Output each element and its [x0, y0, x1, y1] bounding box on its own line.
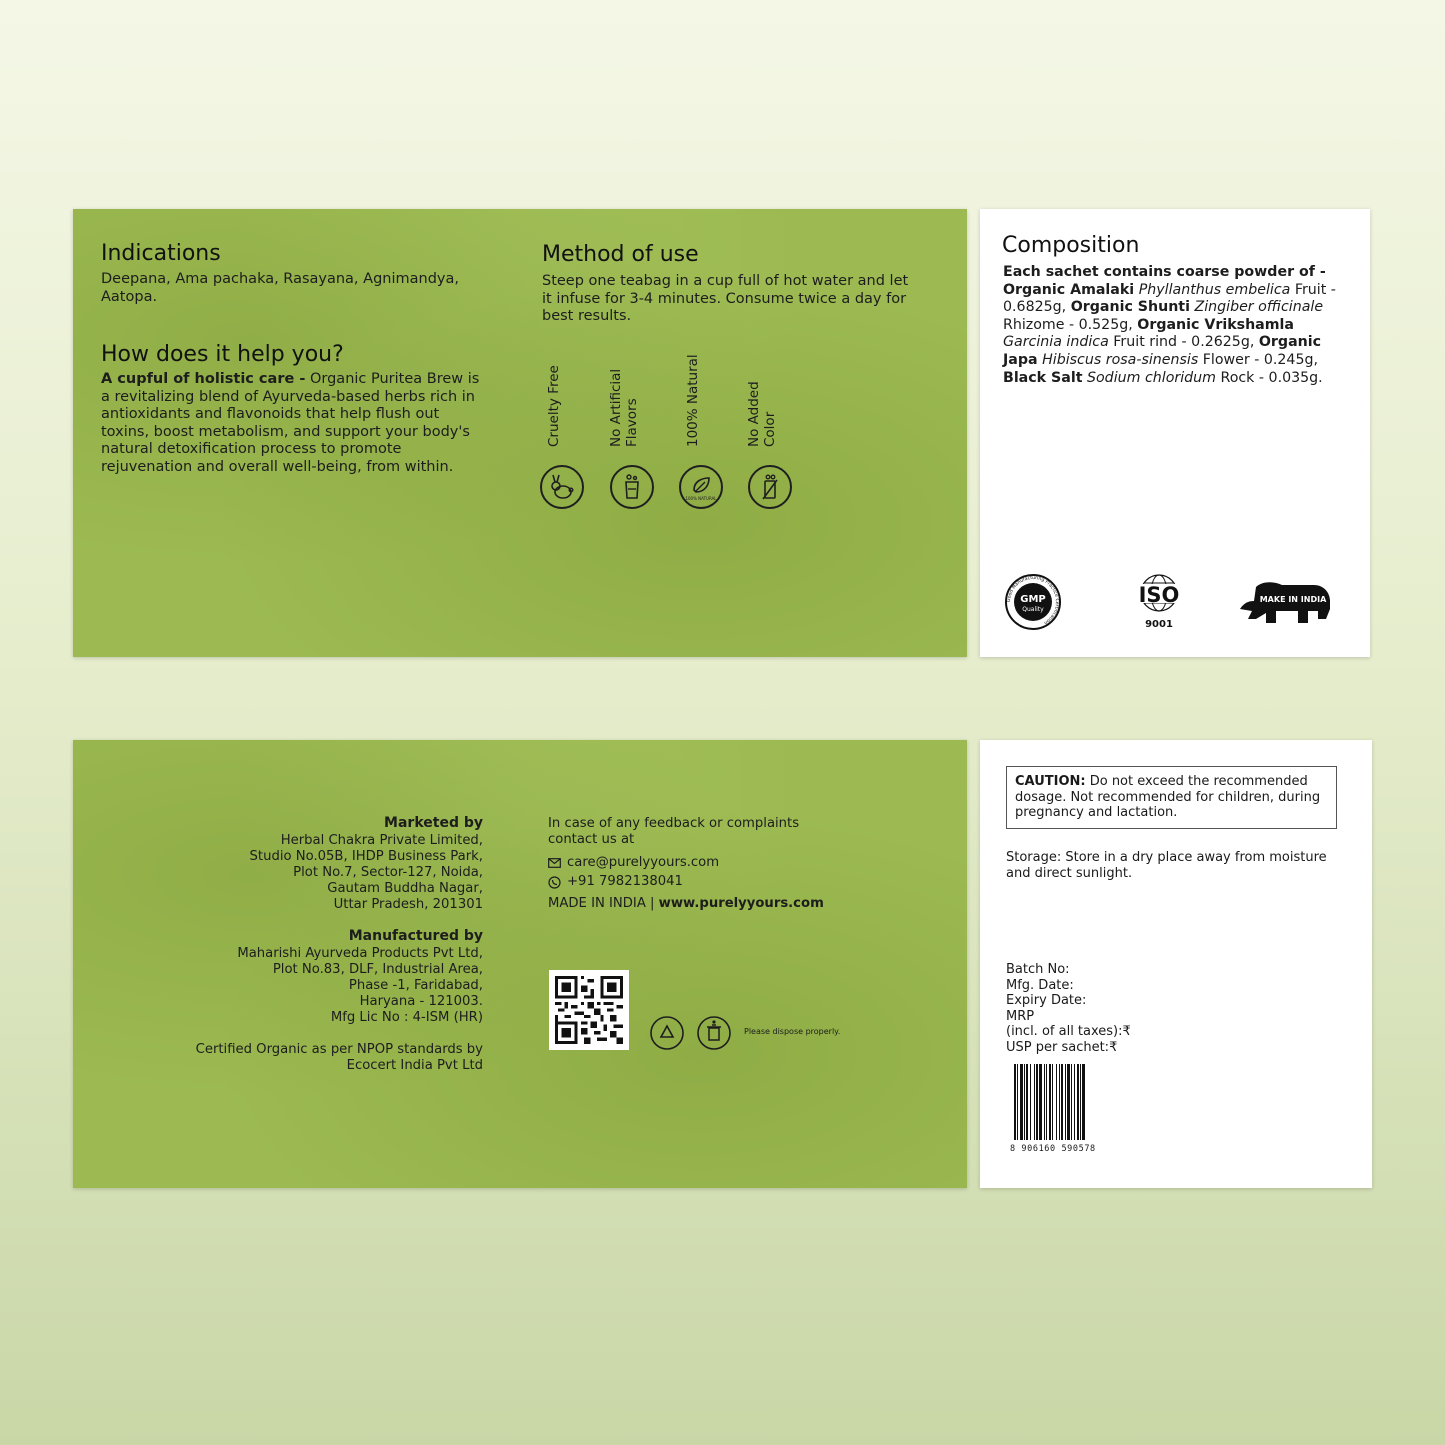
ingredient-latin: Hibiscus rosa-sinensis	[1042, 351, 1199, 368]
batch-field: Expiry Date:	[1006, 993, 1087, 1008]
ingredient-part: Flower - 0.245g,	[1202, 351, 1318, 368]
barcode-bar	[1061, 1064, 1063, 1140]
rabbit-icon	[540, 465, 584, 509]
phone-row	[548, 874, 868, 890]
ingredient-part: Fruit rind - 0.2625g,	[1113, 334, 1255, 351]
manufactured-line: Maharishi Ayurveda Products Pvt Ltd,	[237, 945, 483, 961]
caution-text: Do not exceed the recommended dosage. Not recommended for children, during pregnancy and lactation.	[1015, 774, 1321, 820]
iso-number: 9001	[1145, 619, 1173, 630]
composition-title: Composition	[1002, 233, 1140, 258]
ingredient-name: Organic Amalaki	[1003, 281, 1135, 298]
marketed-by-block	[163, 815, 483, 913]
method-text: Steep one teabag in a cup full of hot water and let it infuse for 3-4 minutes. Consume twice a day for best results.	[542, 273, 909, 325]
caution-label: CAUTION:	[1015, 774, 1086, 789]
dispose-text: Please dispose properly.	[744, 1027, 841, 1036]
ingredient-name: Black Salt	[1003, 369, 1083, 386]
barcode-bar	[1017, 1064, 1018, 1140]
website-link[interactable]: www.purelyyours.com	[658, 896, 824, 911]
badge-label: 100% Natural	[685, 354, 701, 447]
no-color-icon	[748, 465, 792, 509]
help-lead: A cupful of holistic care -	[101, 371, 306, 387]
barcode-bar	[1014, 1064, 1016, 1140]
caution-box	[1006, 766, 1337, 829]
made-in-row	[548, 896, 868, 912]
email-row	[548, 855, 868, 871]
manufactured-line: Phase -1, Faridabad,	[348, 977, 483, 993]
certified-line: Certified Organic as per NPOP standards by	[195, 1042, 483, 1057]
barcode-bar	[1059, 1064, 1060, 1140]
badge-icon-text: 100% NATURAL	[685, 496, 717, 501]
label-panel-caution	[980, 740, 1372, 1188]
iso-logo	[1130, 571, 1188, 635]
certified-line: Ecocert India Pvt Ltd	[346, 1058, 483, 1073]
gmp-sub: Quality	[1022, 606, 1044, 613]
help-title: How does it help you?	[101, 342, 344, 367]
make-in-india-logo	[1238, 579, 1334, 627]
manufactured-line: Mfg Lic No : 4-ISM (HR)	[330, 1009, 483, 1025]
batch-field: (incl. of all taxes):₹	[1006, 1024, 1131, 1039]
barcode-bar	[1065, 1064, 1066, 1140]
barcode-bar	[1056, 1064, 1057, 1140]
barcode-bar	[1074, 1064, 1075, 1140]
badge-label: Cruelty Free	[546, 365, 562, 447]
indications-text: Deepana, Ama pachaka, Rasayana, Agnimandya, Aatopa.	[101, 271, 459, 305]
help-body: Organic Puritea Brew is a revitalizing blend of Ayurveda-based herbs rich in antioxidants and flavonoids that help flush out toxins, boost metabolism, and support your body's natural detoxification process to promote rejuvenation and overall well-being, from within.	[101, 371, 480, 475]
gmp-logo	[1004, 573, 1062, 631]
badge-label-2: Color	[762, 411, 778, 447]
manufactured-line: Haryana - 121003.	[359, 993, 483, 1009]
badge-label: No Artificial	[608, 368, 624, 447]
dispose-bin-icon	[696, 1015, 732, 1051]
make-in-india-text: MAKE IN INDIA	[1259, 595, 1327, 604]
made-in-text: MADE IN INDIA |	[548, 896, 659, 911]
batch-field: Batch No:	[1006, 962, 1070, 977]
help-text	[101, 371, 491, 477]
iso-text: ISO	[1138, 583, 1180, 607]
barcode-bar	[1034, 1064, 1035, 1140]
badge-label: No Added	[746, 381, 762, 447]
indications-title: Indications	[101, 241, 221, 266]
barcode-bar	[1082, 1064, 1085, 1140]
ingredient-name: Organic Japa	[1003, 334, 1322, 368]
barcode-bar	[1026, 1064, 1028, 1140]
badge-no-artificial-flavors	[608, 339, 656, 509]
barcode-number: 8 906160 590578	[1010, 1144, 1096, 1154]
marketed-line: Uttar Pradesh, 201301	[333, 896, 483, 912]
marketed-line: Studio No.05B, IHDP Business Park,	[249, 848, 483, 864]
badge-no-added-color	[746, 339, 794, 509]
ingredient-part: Fruit - 0.6825g,	[1003, 281, 1336, 316]
mail-icon	[548, 858, 561, 868]
manufactured-by-block	[163, 928, 483, 1026]
email-link[interactable]: care@purelyyours.com	[567, 855, 720, 870]
composition-intro: Each sachet contains coarse powder of -	[1003, 264, 1326, 280]
barcode-bar	[1080, 1064, 1081, 1140]
method-title: Method of use	[542, 242, 699, 267]
ingredient-part: Rock - 0.035g.	[1220, 369, 1323, 386]
ingredient-latin: Phyllanthus embelica	[1138, 281, 1291, 298]
storage-label: Storage:	[1006, 850, 1062, 865]
recycle-icon	[649, 1015, 685, 1051]
ingredient-name: Organic Vrikshamla	[1137, 316, 1294, 333]
certification-block	[163, 1042, 483, 1074]
composition-text	[1003, 264, 1348, 387]
barcode-bar	[1044, 1064, 1045, 1140]
label-panel-indications	[73, 209, 967, 657]
label-panel-composition	[980, 209, 1370, 657]
barcode-bar	[1071, 1064, 1072, 1140]
batch-fields	[1006, 962, 1131, 1055]
phone-number[interactable]: +91 7982138041	[567, 874, 683, 889]
manufactured-line: Plot No.83, DLF, Industrial Area,	[272, 961, 483, 977]
badge-label-2: Flavors	[624, 398, 640, 447]
barcode-bar	[1046, 1064, 1047, 1140]
marketed-line: Plot No.7, Sector-127, Noida,	[293, 864, 483, 880]
ingredient-latin: Sodium chloridum	[1087, 369, 1216, 386]
ingredient-name: Organic Shunti	[1070, 299, 1190, 316]
barcode-bar	[1049, 1064, 1051, 1140]
batch-field: USP per sachet:₹	[1006, 1039, 1118, 1055]
batch-field: Mfg. Date:	[1006, 977, 1074, 993]
gmp-ring-text: Good Manufacturing Practice Certification	[1006, 575, 1060, 625]
leaf-icon	[679, 465, 723, 509]
storage-row	[1006, 850, 1341, 881]
flask-icon	[610, 465, 654, 509]
badge-cruelty-free	[538, 339, 586, 509]
batch-field: MRP	[1006, 1008, 1035, 1024]
marketed-title: Marketed by	[384, 815, 483, 831]
feedback-line: In case of any feedback or complaints	[548, 816, 800, 831]
qr-code[interactable]	[549, 970, 629, 1050]
barcode-bar	[1077, 1064, 1079, 1140]
barcode	[1010, 1064, 1122, 1154]
badge-100-natural	[677, 339, 725, 509]
barcode-bar	[1020, 1064, 1023, 1140]
gmp-text: GMP	[1020, 594, 1046, 605]
barcode-bar	[1030, 1064, 1031, 1140]
ingredient-latin: Garcinia indica	[1003, 334, 1109, 351]
marketed-line: Gautam Buddha Nagar,	[327, 880, 483, 896]
barcode-bar	[1052, 1064, 1053, 1140]
ingredient-latin: Zingiber officinale	[1194, 299, 1324, 316]
storage-text: Store in a dry place away from moisture and direct sunlight.	[1006, 850, 1327, 881]
ingredient-part: Rhizome - 0.525g,	[1003, 316, 1133, 333]
manufactured-title: Manufactured by	[348, 928, 483, 944]
whatsapp-icon	[548, 876, 561, 889]
label-panel-contact	[73, 740, 967, 1188]
feedback-line: contact us at	[548, 832, 635, 847]
barcode-bar	[1039, 1064, 1042, 1140]
barcode-bar	[1067, 1064, 1070, 1140]
barcode-bar	[1036, 1064, 1038, 1140]
feedback-block	[548, 816, 868, 912]
barcode-bar	[1024, 1064, 1025, 1140]
marketed-line: Herbal Chakra Private Limited,	[280, 832, 483, 848]
